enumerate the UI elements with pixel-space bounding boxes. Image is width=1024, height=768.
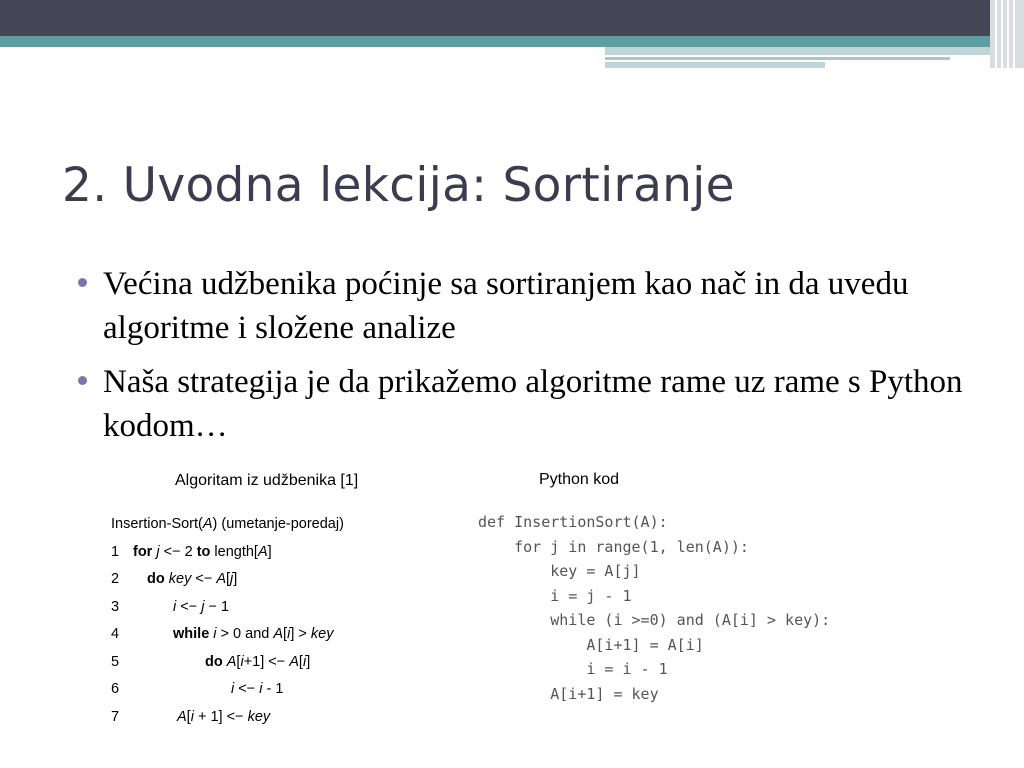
line-number: 7 [111, 708, 120, 725]
code-line: A[i+1] = key [478, 684, 659, 703]
pseudocode-text: while i > 0 and A[i] > key [173, 626, 334, 642]
python-caption: Python kod [539, 471, 620, 488]
slide-title: 2. Uvodna lekcija: Sortiranje [62, 158, 735, 213]
header-accent-line [605, 57, 950, 60]
bullet-text: Naša strategija je da prikažemo algoritme rame uz rame s Python kodom… [103, 364, 963, 444]
bullet-dot-icon [78, 376, 87, 385]
code-line: key = A[j] [478, 562, 641, 580]
pseudocode-line [111, 624, 334, 644]
bullet-text: Većina udžbenika poćinje sa sortiranjem kao nač in da uvedu algoritme i složene analize [103, 266, 909, 346]
algorithm-caption: Algoritam iz udžbenika [1] [175, 472, 359, 489]
bullet-list [78, 262, 983, 458]
header-accent-bar [605, 47, 1024, 55]
pseudocode-line [111, 569, 238, 589]
pseudocode-text: A[i + 1] <− key [177, 708, 271, 725]
bullet-dot-icon [78, 278, 87, 287]
pseudocode-line [111, 542, 272, 562]
code-line: def InsertionSort(A): [478, 513, 668, 531]
pseudocode-text: for j <− 2 to length[A] [133, 543, 272, 560]
header-stripe [1007, 0, 1009, 68]
line-number: 4 [111, 626, 120, 642]
code-line: A[i+1] = A[i] [478, 635, 704, 654]
pseudocode-line [111, 707, 271, 727]
bullet-item [78, 262, 983, 350]
pseudocode-line [111, 597, 230, 617]
code-line: while (i >=0) and (A[i] > key): [478, 611, 831, 629]
header-stripe [1001, 0, 1003, 68]
line-number: 1 [111, 543, 120, 560]
pseudocode-text: do A[i+1] <− A[i] [205, 653, 311, 670]
pseudocode-text: do key <− A[j] [147, 571, 238, 587]
bullet-item [78, 360, 983, 448]
code-line: for j in range(1, len(A)): [478, 537, 749, 556]
header-stripe [1013, 0, 1015, 68]
code-line: i = i - 1 [478, 660, 668, 678]
pseudocode-text: Insertion-Sort(A) (umetanje-poredaj) [111, 516, 344, 532]
pseudocode-text: i <− i - 1 [231, 681, 284, 697]
pseudocode-line [111, 652, 311, 672]
code-line: i = j - 1 [478, 586, 632, 605]
header-accent-bar-short [605, 62, 825, 68]
header-stripe [995, 0, 997, 68]
line-number: 3 [111, 598, 120, 615]
pseudocode-text: i <− j − 1 [173, 598, 230, 615]
pseudocode-line [111, 679, 284, 699]
header-band-dark [0, 0, 1024, 36]
line-number: 2 [111, 571, 120, 587]
line-number: 5 [111, 653, 120, 670]
line-number: 6 [111, 681, 120, 697]
header-corner-block [990, 0, 1024, 68]
header-band-teal [0, 36, 1024, 47]
